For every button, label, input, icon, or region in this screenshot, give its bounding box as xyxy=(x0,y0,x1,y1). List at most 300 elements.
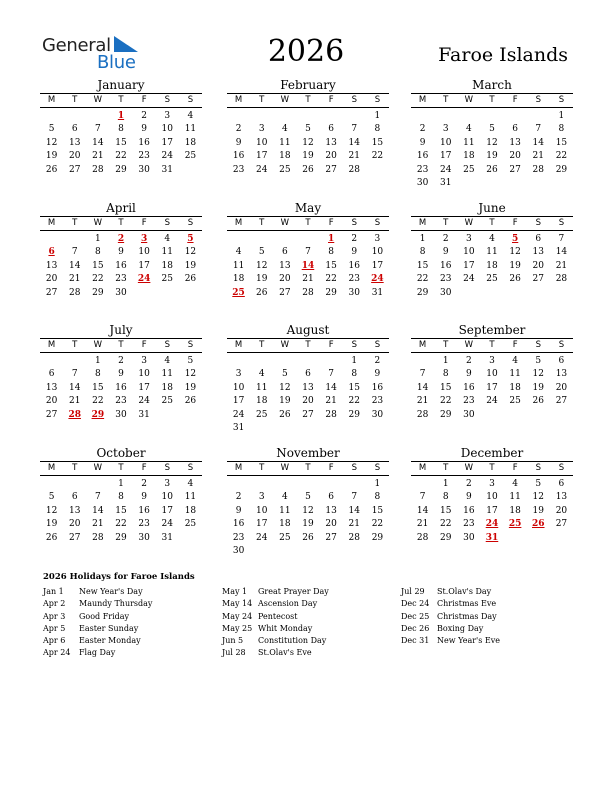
day-cell: 1 xyxy=(351,356,358,366)
holiday-name: Easter Monday xyxy=(79,636,141,646)
day-cell: 26 xyxy=(302,532,314,543)
month-title: December xyxy=(460,446,524,460)
day-cell: 18 xyxy=(255,396,268,407)
day-cell: 18 xyxy=(184,137,197,148)
weekday-header xyxy=(40,338,202,353)
empty-day-cell xyxy=(504,110,527,123)
day-cell: 7 xyxy=(305,247,311,258)
holiday-entry xyxy=(401,623,581,635)
day-cell: 25 xyxy=(161,274,173,285)
holiday-date: May 24 xyxy=(222,611,253,621)
day-cell: 22 xyxy=(115,519,127,530)
day-cell: 23 xyxy=(463,396,475,407)
month-title: September xyxy=(458,323,526,337)
day-cell: 17 xyxy=(138,260,150,271)
weekday-header xyxy=(40,216,202,231)
day-cell: 23 xyxy=(439,274,452,285)
day-cell: 21 xyxy=(348,519,360,530)
day-cell: 13 xyxy=(325,137,337,148)
day-cell: 21 xyxy=(416,519,429,530)
day-grid xyxy=(227,478,389,558)
day-cell: 20 xyxy=(555,505,568,516)
day-cell: 12 xyxy=(532,492,544,503)
holiday-date: Apr 6 xyxy=(43,636,66,646)
day-cell: 14 xyxy=(416,382,429,393)
weekday-label: M xyxy=(47,463,56,473)
day-cell: 15 xyxy=(92,382,104,393)
day-cell: 16 xyxy=(371,382,384,393)
weekday-label: M xyxy=(47,340,56,350)
day-cell: 25 xyxy=(463,164,475,175)
holiday-entry xyxy=(401,635,581,647)
empty-day-cell xyxy=(86,110,109,123)
day-cell: 13 xyxy=(302,382,314,393)
holiday-entry xyxy=(43,635,223,647)
day-cell: 13 xyxy=(45,260,58,271)
day-grid xyxy=(227,233,389,300)
day-cell: 19 xyxy=(302,519,314,530)
weekday-header xyxy=(40,93,202,108)
weekday-label: T xyxy=(118,463,124,473)
weekday-label: W xyxy=(464,340,474,350)
weekday-label: W xyxy=(93,340,103,350)
day-cell: 29 xyxy=(348,409,360,420)
day-cell: 14 xyxy=(325,382,337,393)
day-cell: 22 xyxy=(439,519,452,530)
day-cell: 9 xyxy=(118,247,124,258)
day-cell: 7 xyxy=(94,492,101,503)
empty-day-cell xyxy=(296,355,319,368)
weekday-label: S xyxy=(351,95,357,105)
weekday-label: T xyxy=(305,340,311,350)
day-cell: 27 xyxy=(68,164,81,175)
day-cell: 20 xyxy=(325,519,337,530)
weekday-label: F xyxy=(141,340,147,350)
day-cell: 7 xyxy=(419,492,426,503)
day-cell: 14 xyxy=(532,137,544,148)
day-cell: 15 xyxy=(115,137,127,148)
empty-day-cell xyxy=(63,355,86,368)
month-may xyxy=(227,201,389,300)
holiday-entry xyxy=(401,586,581,598)
day-cell: 9 xyxy=(351,247,358,258)
day-cell: 27 xyxy=(279,287,291,298)
holiday-name: Constitution Day xyxy=(258,636,327,646)
weekday-label: F xyxy=(328,463,334,473)
day-cell: 9 xyxy=(141,124,147,135)
day-cell: 4 xyxy=(489,234,495,244)
weekday-label: F xyxy=(512,95,518,105)
day-cell: 6 xyxy=(558,479,565,489)
month-january xyxy=(40,78,202,177)
day-cell: 7 xyxy=(351,124,358,135)
month-june xyxy=(411,201,573,300)
empty-day-cell xyxy=(320,478,343,491)
day-cell: 9 xyxy=(235,137,242,148)
day-cell: 6 xyxy=(328,124,334,135)
holiday-date: Jul 29 xyxy=(401,587,425,596)
day-cell: 29 xyxy=(92,287,104,298)
weekday-header xyxy=(411,338,573,353)
day-cell: 1 xyxy=(374,111,381,121)
day-cell: 9 xyxy=(118,369,124,380)
holiday-name: Good Friday xyxy=(79,611,130,621)
calendar-year: 2026 xyxy=(267,34,345,69)
day-cell: 12 xyxy=(509,247,521,258)
day-cell: 11 xyxy=(184,124,197,135)
day-cell: 8 xyxy=(351,369,358,380)
day-cell: 25 xyxy=(255,409,268,420)
day-cell: 13 xyxy=(509,137,521,148)
day-cell: 12 xyxy=(184,369,197,380)
day-cell: 9 xyxy=(465,492,472,503)
day-cell: 30 xyxy=(138,532,150,543)
month-october xyxy=(40,446,202,545)
day-cell: 13 xyxy=(532,247,544,258)
day-cell: 17 xyxy=(371,260,384,271)
holiday-column xyxy=(401,586,581,647)
day-cell: 26 xyxy=(279,409,291,420)
empty-day-cell xyxy=(227,233,250,246)
day-cell: 23 xyxy=(348,274,360,285)
weekday-label: M xyxy=(234,463,243,473)
weekday-label: M xyxy=(418,463,427,473)
weekday-label: T xyxy=(72,463,78,473)
weekday-label: S xyxy=(558,340,565,350)
day-cell: 31 xyxy=(161,164,173,175)
day-grid xyxy=(40,478,202,545)
day-cell: 19 xyxy=(486,151,498,162)
day-cell: 31 xyxy=(138,409,150,420)
weekday-label: F xyxy=(512,340,518,350)
day-cell: 23 xyxy=(232,532,245,543)
day-cell: 27 xyxy=(45,287,58,298)
day-cell: 21 xyxy=(68,274,81,285)
weekday-label: M xyxy=(418,340,427,350)
day-cell: 11 xyxy=(279,137,291,148)
day-cell: 9 xyxy=(419,137,426,148)
month-title: February xyxy=(280,78,336,92)
day-cell: 9 xyxy=(374,369,381,380)
weekday-label: M xyxy=(47,218,56,228)
day-cell: 10 xyxy=(371,247,384,258)
day-cell: 23 xyxy=(463,519,475,530)
day-cell: 6 xyxy=(281,247,288,258)
day-cell: 30 xyxy=(416,177,429,188)
day-cell: 12 xyxy=(255,260,268,271)
holiday-day-cell: 5 xyxy=(187,234,194,244)
day-cell: 7 xyxy=(94,124,101,135)
day-cell: 3 xyxy=(258,124,265,135)
weekday-label: S xyxy=(187,340,194,350)
day-cell: 17 xyxy=(255,519,268,530)
weekday-label: T xyxy=(305,218,311,228)
day-cell: 4 xyxy=(512,356,518,366)
weekday-label: M xyxy=(418,218,427,228)
holiday-column xyxy=(43,586,223,660)
day-cell: 10 xyxy=(486,492,498,503)
holiday-date: Apr 3 xyxy=(43,611,66,621)
weekday-header xyxy=(40,461,202,476)
day-cell: 27 xyxy=(325,164,337,175)
day-cell: 8 xyxy=(442,492,449,503)
day-cell: 16 xyxy=(232,519,245,530)
day-cell: 6 xyxy=(71,124,78,135)
day-cell: 31 xyxy=(161,532,173,543)
weekday-label: M xyxy=(418,95,427,105)
day-cell: 6 xyxy=(71,492,78,503)
holiday-day-cell: 31 xyxy=(485,532,499,543)
day-cell: 16 xyxy=(115,260,127,271)
month-title: November xyxy=(276,446,340,460)
month-title: March xyxy=(472,78,512,92)
day-cell: 10 xyxy=(138,247,150,258)
day-cell: 29 xyxy=(325,287,337,298)
day-cell: 4 xyxy=(281,124,288,135)
day-cell: 19 xyxy=(302,151,314,162)
empty-day-cell xyxy=(86,478,109,491)
day-cell: 24 xyxy=(161,519,173,530)
day-cell: 18 xyxy=(509,505,521,516)
day-cell: 11 xyxy=(463,137,475,148)
day-cell: 19 xyxy=(279,396,291,407)
weekday-label: W xyxy=(464,95,474,105)
empty-day-cell xyxy=(296,478,319,491)
holiday-name: Flag Day xyxy=(79,648,116,658)
day-cell: 8 xyxy=(94,369,101,380)
holiday-entry xyxy=(222,611,402,623)
day-cell: 15 xyxy=(348,382,360,393)
holiday-column xyxy=(222,586,402,660)
day-cell: 19 xyxy=(45,519,58,530)
day-cell: 26 xyxy=(184,396,197,407)
weekday-header xyxy=(227,216,389,231)
day-cell: 2 xyxy=(419,124,426,135)
day-cell: 27 xyxy=(532,274,544,285)
day-cell: 17 xyxy=(138,382,150,393)
day-cell: 19 xyxy=(509,260,521,271)
day-cell: 28 xyxy=(416,532,429,543)
day-cell: 24 xyxy=(463,274,475,285)
day-cell: 22 xyxy=(371,519,384,530)
day-cell: 15 xyxy=(555,137,568,148)
holiday-date: Jun 5 xyxy=(222,636,244,646)
day-cell: 5 xyxy=(48,124,55,135)
day-cell: 11 xyxy=(509,492,521,503)
day-cell: 8 xyxy=(558,124,565,135)
day-cell: 23 xyxy=(115,396,127,407)
day-cell: 20 xyxy=(532,260,544,271)
day-cell: 3 xyxy=(489,356,495,366)
day-cell: 30 xyxy=(371,409,384,420)
holiday-name: St.Olav's Eve xyxy=(258,648,312,658)
day-cell: 5 xyxy=(187,356,194,366)
day-cell: 26 xyxy=(532,396,544,407)
holiday-day-cell: 3 xyxy=(141,234,148,244)
day-cell: 12 xyxy=(302,137,314,148)
holiday-date: Apr 2 xyxy=(43,599,66,609)
weekday-label: W xyxy=(93,463,103,473)
weekday-label: F xyxy=(328,340,334,350)
month-april xyxy=(40,201,202,300)
weekday-label: S xyxy=(535,95,541,105)
day-cell: 25 xyxy=(279,164,291,175)
day-cell: 22 xyxy=(115,151,127,162)
month-title: January xyxy=(97,78,145,92)
day-cell: 27 xyxy=(68,532,81,543)
weekday-label: S xyxy=(535,218,541,228)
day-cell: 20 xyxy=(555,382,568,393)
day-cell: 20 xyxy=(45,396,58,407)
day-cell: 24 xyxy=(138,396,150,407)
weekday-label: S xyxy=(164,218,170,228)
weekday-label: T xyxy=(259,340,265,350)
day-cell: 8 xyxy=(374,124,381,135)
page-header xyxy=(0,0,612,80)
day-cell: 3 xyxy=(141,356,147,366)
day-cell: 14 xyxy=(348,137,360,148)
day-cell: 19 xyxy=(532,505,544,516)
weekday-label: T xyxy=(443,218,449,228)
day-cell: 21 xyxy=(92,519,104,530)
day-cell: 2 xyxy=(235,124,242,135)
day-cell: 21 xyxy=(348,151,360,162)
holiday-name: Ascension Day xyxy=(258,599,318,609)
day-cell: 22 xyxy=(416,274,429,285)
month-title: July xyxy=(109,323,133,337)
day-cell: 12 xyxy=(45,505,58,516)
empty-day-cell xyxy=(273,355,296,368)
day-cell: 24 xyxy=(161,151,173,162)
month-november xyxy=(227,446,389,558)
day-cell: 5 xyxy=(535,479,542,489)
day-cell: 2 xyxy=(235,492,242,503)
day-cell: 29 xyxy=(115,532,127,543)
day-cell: 29 xyxy=(115,164,127,175)
day-cell: 20 xyxy=(509,151,521,162)
weekday-label: T xyxy=(259,95,265,105)
day-cell: 6 xyxy=(305,369,311,380)
day-cell: 5 xyxy=(258,247,265,258)
day-cell: 22 xyxy=(555,151,568,162)
holiday-date: Dec 31 xyxy=(401,636,430,646)
day-cell: 7 xyxy=(71,369,78,380)
day-cell: 21 xyxy=(68,396,81,407)
weekday-label: S xyxy=(374,218,381,228)
day-cell: 31 xyxy=(439,177,452,188)
day-cell: 31 xyxy=(371,287,384,298)
holiday-day-cell: 24 xyxy=(137,274,151,285)
weekday-label: S xyxy=(187,463,194,473)
holiday-name: Boxing Day xyxy=(437,623,484,633)
day-cell: 19 xyxy=(532,382,544,393)
month-july xyxy=(40,323,202,422)
day-cell: 10 xyxy=(232,382,245,393)
day-cell: 11 xyxy=(232,260,245,271)
weekday-label: S xyxy=(164,463,170,473)
day-cell: 23 xyxy=(232,164,245,175)
weekday-label: S xyxy=(374,95,381,105)
day-cell: 24 xyxy=(486,396,498,407)
weekday-label: T xyxy=(489,340,495,350)
day-cell: 13 xyxy=(279,260,291,271)
day-cell: 25 xyxy=(279,532,291,543)
day-cell: 28 xyxy=(302,287,314,298)
weekday-label: T xyxy=(443,340,449,350)
day-grid xyxy=(40,233,202,300)
day-cell: 28 xyxy=(92,532,104,543)
holiday-day-cell: 26 xyxy=(532,519,545,530)
day-cell: 18 xyxy=(463,151,475,162)
day-cell: 15 xyxy=(115,505,127,516)
month-title: May xyxy=(294,201,322,215)
holiday-entry xyxy=(222,598,402,610)
day-cell: 30 xyxy=(232,545,245,556)
weekday-header xyxy=(411,93,573,108)
empty-day-cell xyxy=(343,478,366,491)
day-cell: 20 xyxy=(68,519,81,530)
weekday-label: T xyxy=(305,463,311,473)
empty-day-cell xyxy=(250,478,273,491)
month-august xyxy=(227,323,389,435)
weekday-label: T xyxy=(72,95,78,105)
day-cell: 9 xyxy=(235,505,242,516)
day-cell: 5 xyxy=(489,124,495,135)
empty-day-cell xyxy=(343,110,366,123)
weekday-label: T xyxy=(443,95,449,105)
day-cell: 3 xyxy=(374,234,381,244)
weekday-label: M xyxy=(234,218,243,228)
day-cell: 21 xyxy=(92,151,104,162)
day-cell: 22 xyxy=(371,151,384,162)
day-cell: 4 xyxy=(258,369,265,380)
weekday-label: S xyxy=(535,463,541,473)
day-cell: 25 xyxy=(184,151,197,162)
weekday-label: S xyxy=(164,340,170,350)
day-cell: 15 xyxy=(439,382,452,393)
holiday-entry xyxy=(43,586,223,598)
empty-day-cell xyxy=(296,233,319,246)
day-cell: 29 xyxy=(439,409,452,420)
day-cell: 3 xyxy=(489,479,495,489)
weekday-label: W xyxy=(93,218,103,228)
day-cell: 28 xyxy=(555,274,568,285)
empty-day-cell xyxy=(527,110,550,123)
holiday-day-cell: 24 xyxy=(485,519,499,530)
holiday-entry xyxy=(401,598,581,610)
day-cell: 28 xyxy=(348,164,360,175)
day-cell: 16 xyxy=(348,260,360,271)
day-cell: 7 xyxy=(71,247,78,258)
holiday-entry xyxy=(222,635,402,647)
day-cell: 16 xyxy=(416,151,429,162)
holiday-day-cell: 6 xyxy=(48,247,55,258)
month-february xyxy=(227,78,389,177)
day-cell: 8 xyxy=(419,247,426,258)
day-cell: 23 xyxy=(138,519,150,530)
day-cell: 11 xyxy=(184,492,197,503)
day-cell: 2 xyxy=(351,234,358,244)
day-cell: 5 xyxy=(305,124,311,135)
day-cell: 2 xyxy=(442,234,449,244)
day-cell: 23 xyxy=(115,274,127,285)
day-cell: 16 xyxy=(138,137,150,148)
day-cell: 27 xyxy=(509,164,521,175)
day-cell: 12 xyxy=(302,505,314,516)
day-cell: 13 xyxy=(68,505,81,516)
day-cell: 8 xyxy=(118,492,124,503)
day-cell: 22 xyxy=(92,396,104,407)
